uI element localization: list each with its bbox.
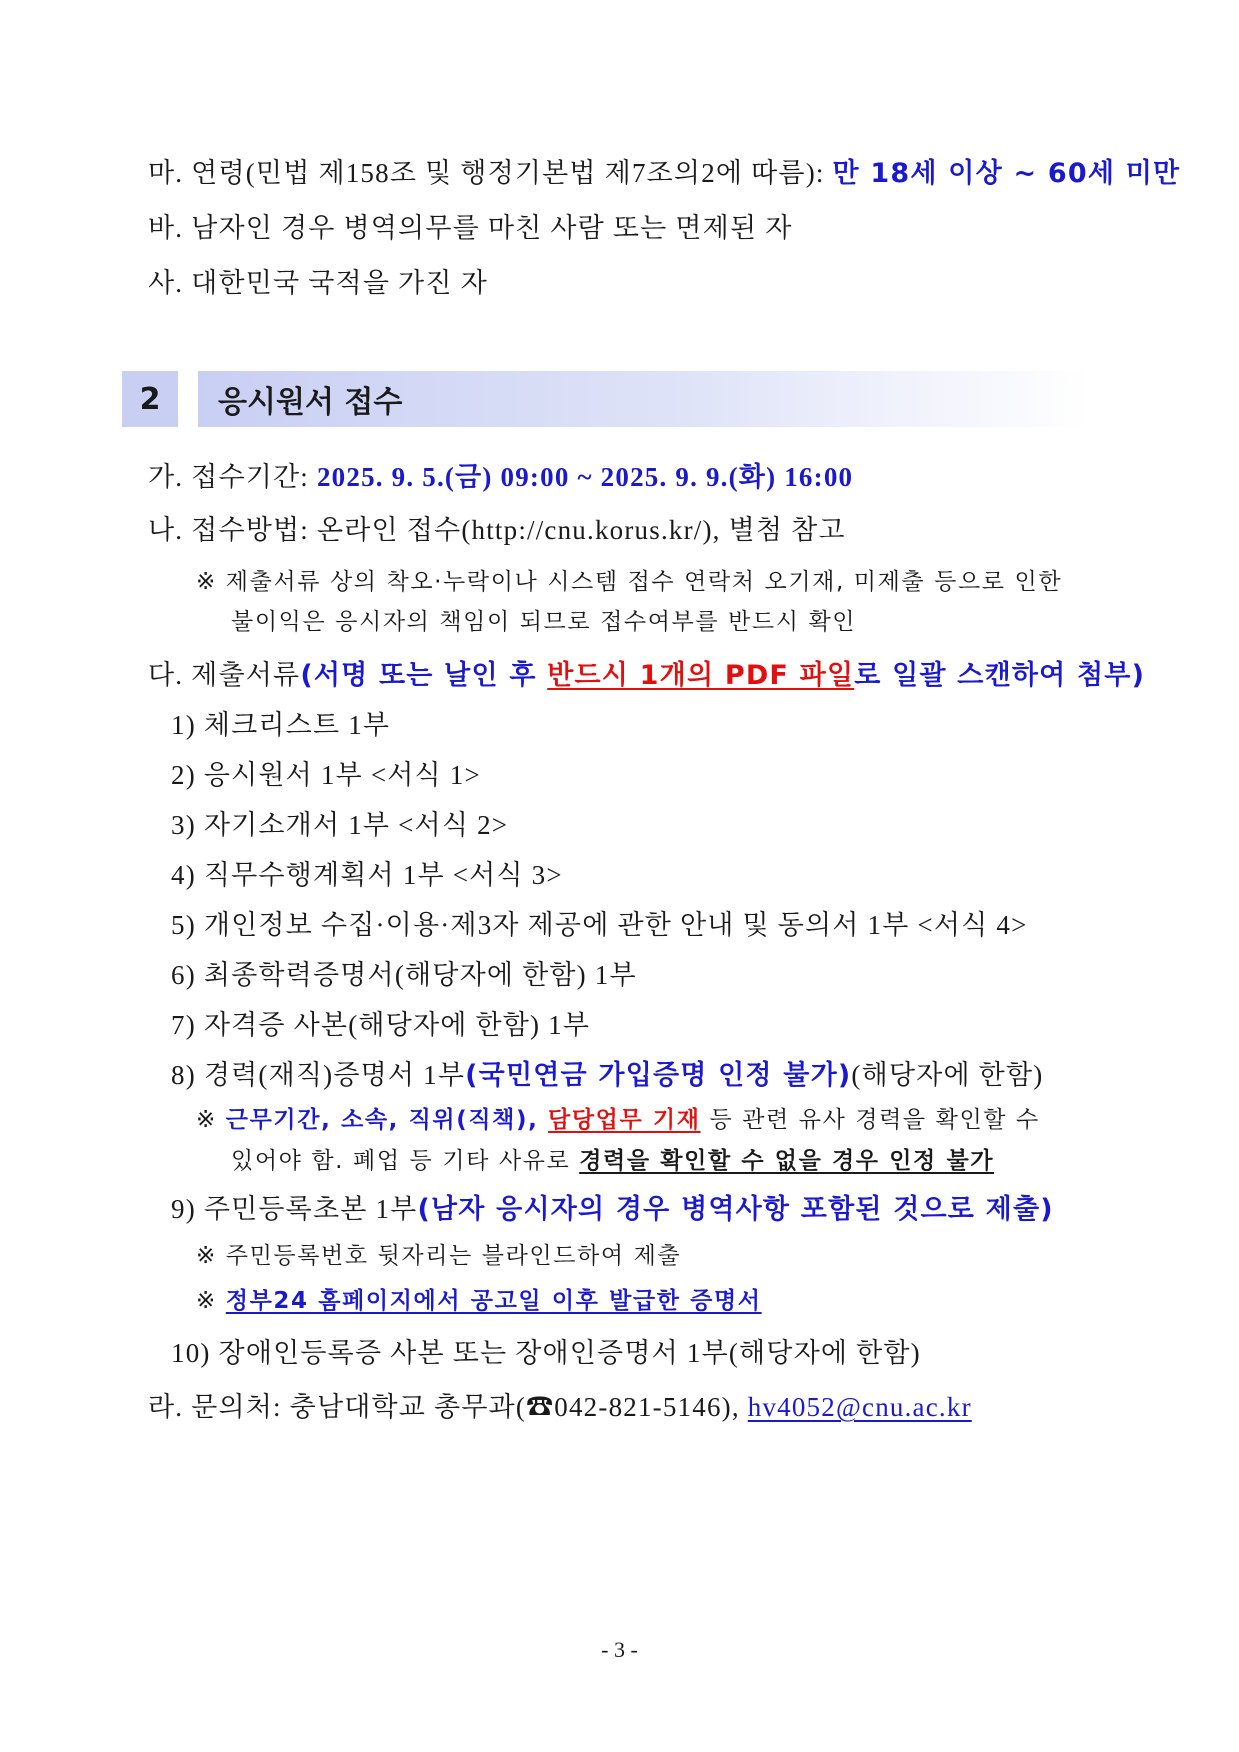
application-method: 나. 접수방법: 온라인 접수(http://cnu.korus.kr/), 별첨 참고 (148, 515, 846, 545)
document-item: 10) 장애인등록증 사본 또는 장애인증명서 1부(해당자에 한함) (171, 1338, 921, 1368)
application-period: 가. 접수기간: 2025. 9. 5.(금) 09:00 ~ 2025. 9. 9.(화) 16:00 (148, 462, 854, 492)
documents-heading: 다. 제출서류(서명 또는 날인 후 반드시 1개의 PDF 파일로 일괄 스캔하여 첨부) (148, 660, 1146, 691)
section-number: 2 (122, 371, 178, 427)
requirement-military: 바. 남자인 경우 병역의무를 마친 사람 또는 면제된 자 (148, 213, 793, 243)
document-item-career: 8) 경력(재직)증명서 1부(국민연금 가입증명 인정 불가)(해당자에 한함) (171, 1060, 1044, 1091)
resident-note-2: ※ 정부24 홈페이지에서 공고일 이후 발급한 증명서 (196, 1288, 762, 1314)
document-item: 5) 개인정보 수집·이용·제3자 제공에 관한 안내 및 동의서 1부 <서식 4> (171, 910, 1028, 940)
page-number: - 3 - (601, 1637, 638, 1662)
email-link[interactable]: hv4052@cnu.ac.kr (747, 1392, 972, 1422)
contact-info: 라. 문의처: 충남대학교 총무과(☎042-821-5146), hv4052@cnu.ac.kr (148, 1392, 972, 1422)
document-item: 1) 체크리스트 1부 (171, 710, 391, 740)
application-note-1: ※ 제출서류 상의 착오·누락이나 시스템 접수 연락처 오기재, 미제출 등으로 인한 (196, 569, 1063, 595)
document-item: 4) 직무수행계획서 1부 <서식 3> (171, 860, 563, 890)
requirement-age: 마. 연령(민법 제158조 및 행정기본법 제7조의2에 따름): 만 18세 이상 ~ 60세 미만 (148, 158, 1181, 189)
document-item-resident: 9) 주민등록초본 1부(남자 응시자의 경우 병역사항 포함된 것으로 제출) (171, 1194, 1054, 1225)
resident-note-1: ※ 주민등록번호 뒷자리는 블라인드하여 제출 (196, 1243, 682, 1269)
application-note-2: 불이익은 응시자의 책임이 되므로 접수여부를 반드시 확인 (231, 609, 857, 635)
career-note-2: 있어야 함. 폐업 등 기타 사유로 경력을 확인할 수 없을 경우 인정 불가 (231, 1148, 995, 1174)
document-item: 2) 응시원서 1부 <서식 1> (171, 760, 481, 790)
document-item: 3) 자기소개서 1부 <서식 2> (171, 810, 509, 840)
document-item: 7) 자격증 사본(해당자에 한함) 1부 (171, 1010, 591, 1040)
requirement-nationality: 사. 대한민국 국적을 가진 자 (148, 268, 488, 298)
section-title: 응시원서 접수 (198, 371, 1088, 427)
document-item: 6) 최종학력증명서(해당자에 한함) 1부 (171, 960, 637, 990)
career-note-1: ※ 근무기간, 소속, 직위(직책), 담당업무 기재 등 관련 유사 경력을 확인할 수 (196, 1107, 1040, 1133)
